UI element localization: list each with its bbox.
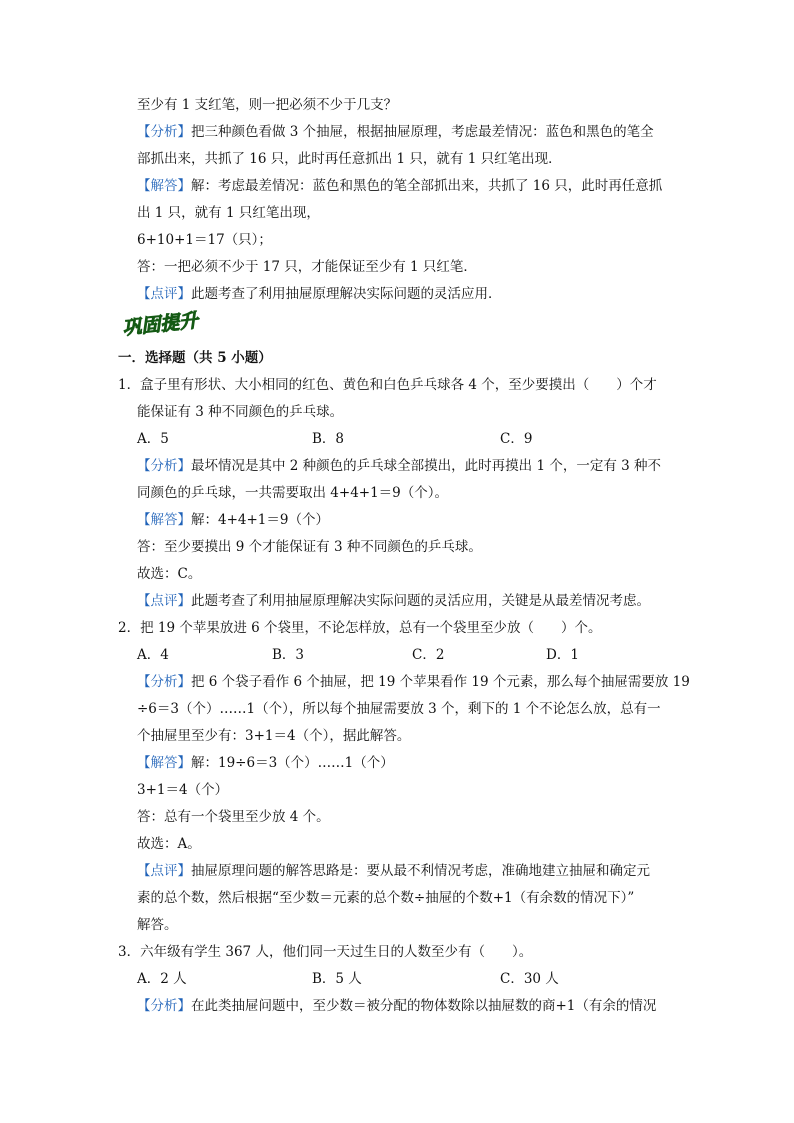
analysis-tag: 【分析】 [137,674,191,690]
answer-text-line: 出 1 只，就有 1 只红笔出现， [137,205,320,221]
q3-option-b: B．5 人 [312,971,362,987]
q2-option-a: A．4 [137,647,169,663]
q1-answer [137,511,329,529]
section-art-title [120,305,210,339]
q2-option-d: D．1 [546,647,579,663]
q2-stem: 2．把 19 个苹果放进 6 个袋里，不论怎样放，总有一个袋里至少放（ ）个。 [118,620,602,636]
q1-answer-line: 答：至少要摸出 9 个才能保证有 3 种不同颜色的乒乓球。 [137,539,482,555]
q3-option-c: C．30 人 [500,971,559,987]
q2-analysis [137,673,690,691]
analysis-text: 最坏情况是其中 2 种颜色的乒乓球全部摸出，此时再摸出 1 个，一定有 3 种不 [191,458,662,474]
continuation-line: 至少有 1 支红笔，则一把必须不少于几支？ [137,97,398,113]
q2-comment-line: 解答。 [137,917,178,933]
q1-stem-line: 能保证有 3 种不同颜色的乒乓球。 [137,404,344,420]
q1-comment [137,592,650,610]
q1-option-a: A．5 [137,431,169,447]
analysis-tag: 【分析】 [137,124,191,140]
answer-tag: 【解答】 [137,512,191,528]
q2-analysis-line: 个抽屉里至少有：3+1＝4（个），据此解答。 [137,728,411,744]
q1-option-b: B．8 [312,431,345,447]
q1-analysis [137,457,661,475]
comment-tag: 【点评】 [137,286,191,302]
answer-equation: 6+10+1＝17（只）； [137,232,272,248]
comment-tag: 【点评】 [137,863,191,879]
q1-analysis-line: 同颜色的乒乓球，一共需要取出 4+4+1＝9（个）。 [137,485,449,501]
q2-answer [137,754,394,772]
q2-answer-line: 答：总有一个袋里至少放 4 个。 [137,809,330,825]
answer-tag: 【解答】 [137,178,191,194]
comment-tag: 【点评】 [137,593,191,609]
analysis-text: 把 6 个袋子看作 6 个抽屉，把 19 个苹果看作 19 个元素，那么每个抽屉需要放 19 [191,674,690,690]
answer-tag: 【解答】 [137,755,191,771]
analysis-paragraph [137,123,654,141]
analysis-tag: 【分析】 [137,998,191,1014]
answer-text: 解：4+4+1＝9（个） [191,512,329,528]
answer-text: 解：19÷6＝3（个）……1（个） [191,755,394,771]
q2-comment [137,862,650,880]
q1-option-c: C．9 [500,431,533,447]
analysis-tag: 【分析】 [137,458,191,474]
comment-text: 抽屉原理问题的解答思路是：要从最不利情况考虑，准确地建立抽屉和确定元 [191,863,650,879]
q3-analysis [137,997,656,1015]
q2-comment-line: 素的总个数，然后根据“至少数＝元素的总个数÷抽屉的个数+1（有余数的情况下）” [137,890,635,906]
comment-text: 此题考查了利用抽屉原理解决实际问题的灵活应用，关键是从最差情况考虑。 [191,593,650,609]
q2-answer-equation: 3+1＝4（个） [137,782,229,798]
analysis-text-line: 部抓出来，共抓了 16 只，此时再任意抓出 1 只，就有 1 只红笔出现． [137,151,562,167]
comment-text: 此题考查了利用抽屉原理解决实际问题的灵活应用． [191,286,502,302]
analysis-text: 把三种颜色看做 3 个抽屉，根据抽屉原理，考虑最差情况：蓝色和黑色的笔全 [191,124,654,140]
section-art-text: 巩固提升 [121,309,200,339]
q2-option-c: C．2 [412,647,445,663]
q1-choice: 故选：C。 [137,566,202,582]
q3-option-a: A．2 人 [137,971,187,987]
q2-option-b: B．3 [272,647,305,663]
q2-choice: 故选：A。 [137,836,201,852]
answer-text: 解：考虑最差情况：蓝色和黑色的笔全部抓出来，共抓了 16 只，此时再任意抓 [191,178,663,194]
q1-stem: 1．盒子里有形状、大小相同的红色、黄色和白色乒乓球各 4 个，至少要摸出（ ）个才 [118,377,657,393]
q2-analysis-line: ÷6＝3（个）……1（个），所以每个抽屉需要放 3 个，剩下的 1 个不论怎么放，总有一 [137,701,661,717]
section-title: 一．选择题（共 5 小题） [118,350,272,366]
q3-stem: 3．六年级有学生 367 人，他们同一天过生日的人数至少有（ ）。 [118,944,533,960]
answer-conclusion: 答：一把必须不少于 17 只，才能保证至少有 1 只红笔． [137,259,477,275]
answer-paragraph [137,177,662,195]
comment-paragraph [137,285,502,303]
analysis-text: 在此类抽屉问题中，至少数＝被分配的物体数除以抽屉数的商+1（有余的情况 [191,998,657,1014]
